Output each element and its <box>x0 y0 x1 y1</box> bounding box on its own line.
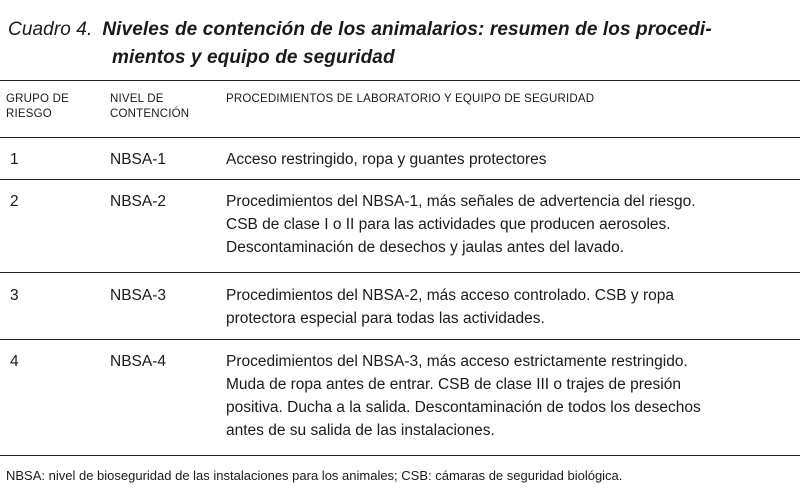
row-2-procedures: Procedimientos del NBSA-1, más señales de advertencia del riesgo. CSB de clase I o II para las actividades que producen aerosoles. Descontaminación de desechos y jaulas antes del lavado. <box>226 193 696 256</box>
row-3-group: 3 <box>10 287 19 304</box>
table-top-rule <box>0 80 800 81</box>
caption-title-line-2: mientos y equipo de seguridad <box>112 47 395 68</box>
row-4-group: 4 <box>10 353 19 370</box>
row-4-procedures: Procedimientos del NBSA-3, más acceso estrictamente restringido. Muda de ropa antes de entrar. CSB de clase III o trajes de presión positiva. Ducha a la salida. Descontaminación de todos los desechos antes de su salida de las instalaciones. <box>226 353 701 439</box>
row-3-rule <box>0 339 800 340</box>
row-1-group: 1 <box>10 151 19 168</box>
header-bottom-rule <box>0 137 800 138</box>
table-caption <box>8 16 794 72</box>
header-containment-level: NIVEL DE CONTENCIÓN <box>110 93 190 120</box>
row-3-procedures: Procedimientos del NBSA-2, más acceso controlado. CSB y ropa protectora especial para todas las actividades. <box>226 287 674 327</box>
header-procedures: PROCEDIMIENTOS DE LABORATORIO Y EQUIPO DE SEGURIDAD <box>226 93 595 105</box>
row-2-level: NBSA-2 <box>110 193 166 210</box>
row-1-procedures: Acceso restringido, ropa y guantes protectores <box>226 151 547 168</box>
caption-number: Cuadro 4. <box>8 19 93 40</box>
row-3-level: NBSA-3 <box>110 287 166 304</box>
row-2-group: 2 <box>10 193 19 210</box>
caption-title-line-1: Niveles de contención de los animalarios: resumen de los procedi- <box>102 19 712 40</box>
row-1-rule <box>0 179 800 180</box>
row-1-level: NBSA-1 <box>110 151 166 168</box>
table-bottom-rule <box>0 455 800 456</box>
header-risk-group: GRUPO DE RIESGO <box>6 93 69 120</box>
row-2-rule <box>0 272 800 273</box>
row-4-level: NBSA-4 <box>110 353 166 370</box>
table-footnote: NBSA: nivel de bioseguridad de las instalaciones para los animales; CSB: cámaras de seguridad biológica. <box>6 468 623 483</box>
